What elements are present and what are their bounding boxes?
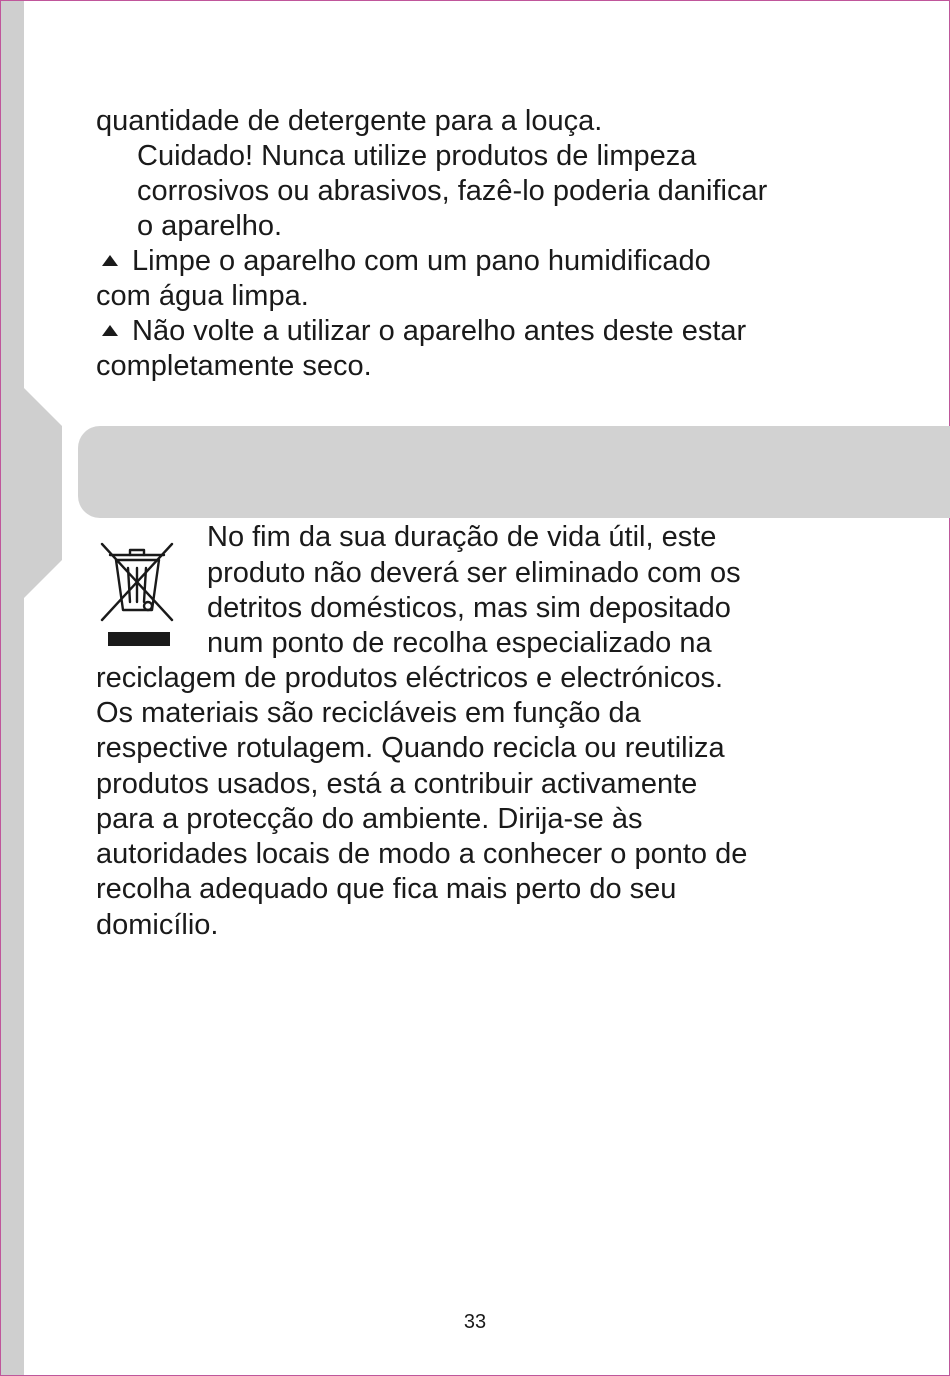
bullet-text: Não volte a utilizar o aparelho antes deste estar [132,315,747,347]
triangle-bullet-icon [102,325,118,336]
left-margin-strip [0,0,24,1376]
section-header-bar [78,426,950,518]
page-number: 33 [463,1311,487,1333]
caution-line: o aparelho. [137,210,283,242]
text-line: quantidade de detergente para a louça. [96,105,603,137]
env-line: reciclagem de produtos eléctricos e electrónicos. [96,662,724,694]
env-line: para a protecção do ambiente. Dirija-se às [96,803,643,835]
bullet-text: Limpe o aparelho com um pano humidificado [132,245,711,277]
env-line: detritos domésticos, mas sim depositado [207,592,731,624]
env-line: recolha adequado que fica mais perto do seu [96,873,677,905]
env-line: Os materiais são recicláveis em função da [96,697,641,729]
env-line: produto não deverá ser eliminado com os [207,557,741,589]
bullet-continuation: com água limpa. [96,280,309,312]
env-line: No fim da sua duração de vida útil, este [207,521,717,553]
caution-line: corrosivos ou abrasivos, fazê-lo poderia danificar [137,175,768,207]
env-line: num ponto de recolha especializado na [207,627,712,659]
env-line: domicílio. [96,909,219,941]
env-line: autoridades locais de modo a conhecer o ponto de [96,838,748,870]
triangle-bullet-icon [102,255,118,266]
bullet-continuation: completamente seco. [96,350,372,382]
weee-crossed-bin-icon [96,538,180,650]
side-tab [0,388,62,598]
env-line: produtos usados, está a contribuir activamente [96,768,698,800]
caution-line: Cuidado! Nunca utilize produtos de limpeza [137,140,697,172]
bullet-item [96,314,746,349]
env-line: respective rotulagem. Quando recicla ou reutiliza [96,732,725,764]
bullet-item [96,244,711,279]
